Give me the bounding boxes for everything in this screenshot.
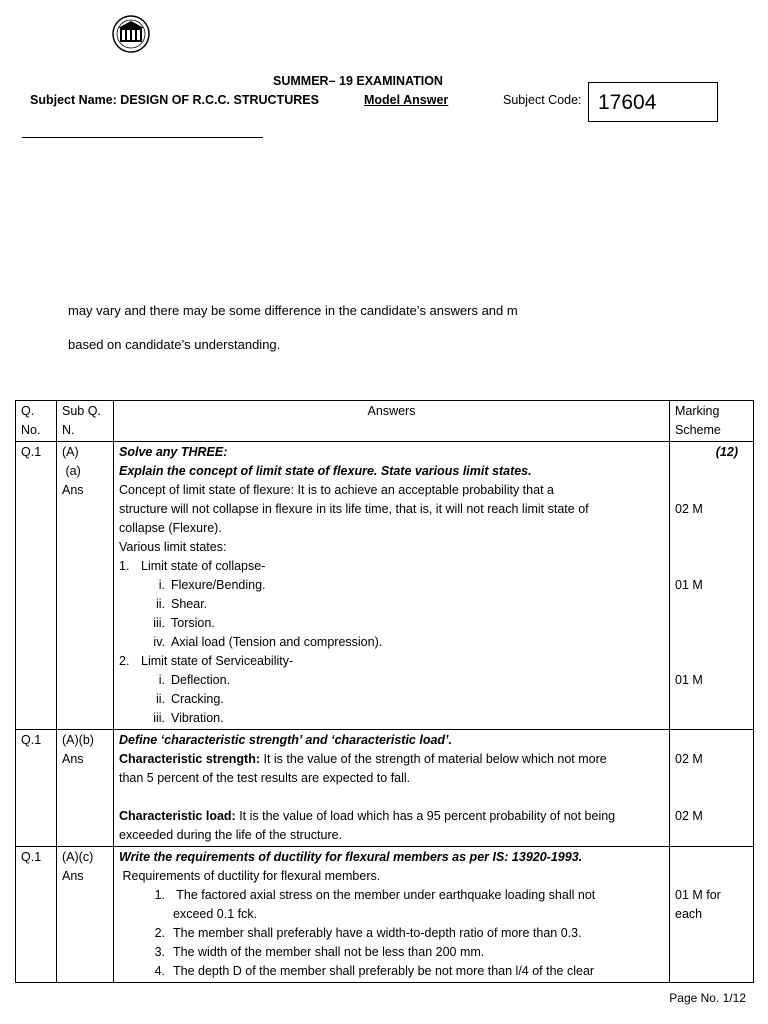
marks-value: 01 M for [675, 888, 721, 902]
row1-sub [57, 442, 114, 730]
list-text: Axial load (Tension and compression). [171, 635, 383, 649]
header-qno-line1: Q. [21, 404, 35, 418]
answer-line: collapse (Flexure). [119, 521, 222, 535]
table-row [16, 847, 754, 983]
table-row [16, 442, 754, 730]
list-text: Flexure/Bending. [171, 578, 266, 592]
list-text: Limit state of collapse- [141, 559, 266, 573]
list-item [119, 614, 664, 633]
list-text: Deflection. [171, 673, 231, 687]
row3-marks [670, 847, 754, 983]
list-number: iii. [153, 711, 165, 725]
list-item [119, 671, 664, 690]
list-number: 3. [154, 945, 165, 959]
row1-sub-line1: (A) [62, 445, 79, 459]
marks-value: 01 M [675, 578, 703, 592]
row2-sub [57, 730, 114, 847]
list-number: iv. [153, 635, 165, 649]
table-row [16, 730, 754, 847]
header-divider [22, 137, 263, 138]
list-number: ii. [155, 692, 165, 706]
answer-line: Concept of limit state of flexure: It is to achieve an acceptable probability that a [119, 483, 554, 497]
row3-sub-line2: Ans [62, 869, 84, 883]
list-number: 2. [119, 654, 130, 668]
header-marking [670, 401, 754, 442]
list-text: Cracking. [171, 692, 224, 706]
marks-value: each [675, 907, 703, 921]
list-text: Limit state of Serviceability- [141, 654, 294, 668]
note-line-2: based on candidate’s understanding. [68, 337, 281, 352]
answer-line: structure will not collapse in flexure in its life time, that is, it will not reach limit state of [119, 502, 589, 516]
table-header-row [16, 401, 754, 442]
header-qno [16, 401, 57, 442]
list-item [119, 962, 664, 981]
marks-value: 02 M [675, 809, 703, 823]
list-text: Shear. [171, 597, 208, 611]
model-answer-label: Model Answer [364, 93, 449, 107]
row1-qno: Q.1 [16, 442, 57, 730]
list-text: Vibration. [171, 711, 224, 725]
list-number: iii. [153, 616, 165, 630]
row3-sub [57, 847, 114, 983]
list-item [119, 652, 664, 671]
header-marking-line1: Marking [675, 404, 720, 418]
subject-code-value: 17604 [598, 91, 657, 114]
list-item [119, 943, 664, 962]
university-logo [108, 14, 154, 54]
list-item [119, 690, 664, 709]
header-answers: Answers [114, 401, 670, 442]
marks-value: 01 M [675, 673, 703, 687]
list-number: 4. [154, 964, 165, 978]
answer-line: exceeded during the life of the structure. [119, 828, 343, 842]
marks-total: (12) [715, 445, 738, 459]
list-text: The factored axial stress on the member under earthquake loading shall not [173, 888, 596, 902]
list-text: exceed 0.1 fck. [173, 907, 258, 921]
subject-name: Subject Name: DESIGN OF R.C.C. STRUCTURES [30, 93, 319, 107]
term-label: Characteristic strength: [119, 752, 261, 766]
note-line-1: may vary and there may be some difference in the candidate’s answers and m [68, 303, 518, 318]
subject-code-box [588, 82, 718, 122]
question-text: Define ‘characteristic strength’ and ‘characteristic load’. [119, 733, 452, 747]
subject-code-label: Subject Code: [503, 93, 582, 107]
list-item [119, 557, 664, 576]
list-item [119, 595, 664, 614]
list-item [119, 576, 664, 595]
header-marking-line2: Scheme [675, 423, 721, 437]
row2-qno: Q.1 [16, 730, 57, 847]
header-qno-line2: No. [21, 423, 41, 437]
header-subq-line2: N. [62, 423, 75, 437]
row2-sub-line2: Ans [62, 752, 84, 766]
list-number: i. [158, 673, 165, 687]
list-number: 2. [154, 926, 165, 940]
row2-answer [114, 730, 670, 847]
list-item [119, 924, 664, 943]
list-number: ii. [155, 597, 165, 611]
header-subq-line1: Sub Q. [62, 404, 101, 418]
list-text: The width of the member shall not be less than 200 mm. [173, 945, 485, 959]
term-label: Characteristic load: [119, 809, 236, 823]
row3-qno: Q.1 [16, 847, 57, 983]
list-text: Torsion. [171, 616, 215, 630]
list-text: The member shall preferably have a width-to-depth ratio of more than 0.3. [173, 926, 582, 940]
list-number: 1. [154, 888, 165, 902]
list-item [119, 905, 664, 924]
row1-sub-line3: Ans [62, 483, 84, 497]
row2-marks [670, 730, 754, 847]
list-number: 1. [119, 559, 130, 573]
list-number: i. [158, 578, 165, 592]
answer-table [15, 400, 754, 983]
row1-sub-line2: (a) [62, 464, 81, 478]
exam-title: SUMMER– 19 EXAMINATION [273, 74, 443, 88]
list-text: The depth D of the member shall preferably be not more than l/4 of the clear [173, 964, 595, 978]
solve-instruction: Solve any THREE: [119, 445, 228, 459]
answer-line: than 5 percent of the test results are expected to fall. [119, 771, 411, 785]
answer-line: Various limit states: [119, 540, 227, 554]
page-number: Page No. 1/12 [669, 991, 746, 1005]
list-item [119, 709, 664, 728]
row1-marks [670, 442, 754, 730]
header-subq [57, 401, 114, 442]
answer-line: Requirements of ductility for flexural members. [119, 869, 381, 883]
question-text: Write the requirements of ductility for flexural members as per IS: 13920-1993. [119, 850, 583, 864]
answer-line [119, 750, 664, 769]
marks-value: 02 M [675, 752, 703, 766]
list-item [119, 886, 664, 905]
marks-value: 02 M [675, 502, 703, 516]
term-definition: It is the value of the strength of material below which not more [260, 752, 607, 766]
question-text: Explain the concept of limit state of flexure. State various limit states. [119, 464, 532, 478]
list-item [119, 633, 664, 652]
term-definition: It is the value of load which has a 95 percent probability of not being [235, 809, 616, 823]
row1-answer [114, 442, 670, 730]
row3-answer [114, 847, 670, 983]
row2-sub-line1: (A)(b) [62, 733, 94, 747]
answer-line [119, 807, 664, 826]
row3-sub-line1: (A)(c) [62, 850, 94, 864]
